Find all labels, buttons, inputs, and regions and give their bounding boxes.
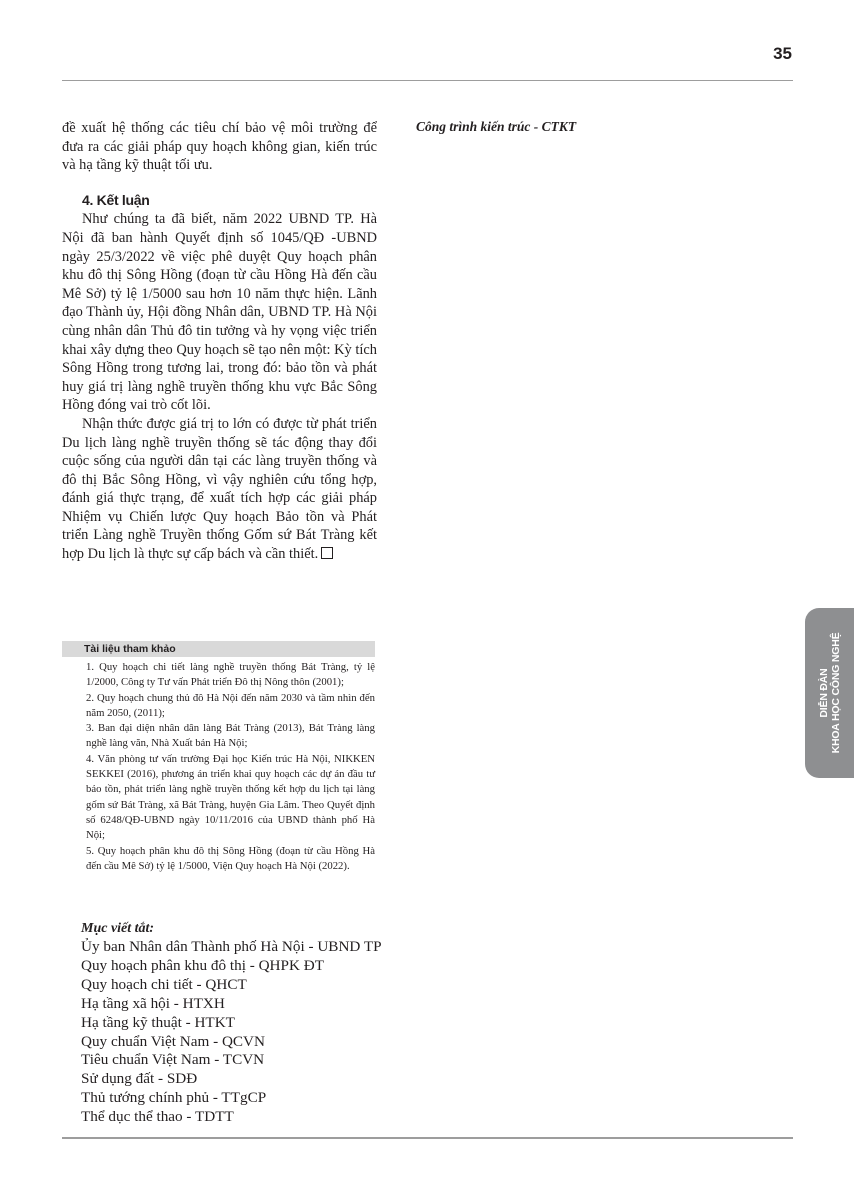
section-heading: 4. Kết luận (82, 191, 150, 208)
abbreviation-item: Hạ tầng xã hội - HTXH (81, 994, 225, 1012)
section-side-tab (805, 608, 854, 778)
abbreviation-item: Thể dục thể thao - TDTT (81, 1108, 234, 1126)
conclusion-paragraph-1: Như chúng ta đã biết, năm 2022 UBND TP. Hà Nội đã ban hành Quyết định số 1045/QĐ -UBND ngày 25/3/2022 về việc phê duyệt Quy hoạch phân khu đô thị Sông Hồng (đoạn từ cầu Hồng Hà đến cầu Mê Sở) tỷ lệ 1/5000 sau hơn 10 năm thực hiện. Lãnh đạo Thành ủy, Hội đồng Nhân dân, UBND TP. Hà Nội cùng nhân dân Thủ đô tin tưởng và hy vọng việc triển khai xây dựng theo Quy hoạch sẽ tạo nên một: Kỳ tích Sông Hồng trong tương lai, trong đó: bảo tồn và phát huy giá trị làng nghề truyền thống khu vực Bắc Sông Hồng đóng vai trò cốt lõi. (62, 211, 377, 414)
abbreviation-item: Quy hoạch phân khu đô thị - QHPK ĐT (81, 956, 324, 974)
conclusion-paragraph-2 (62, 415, 377, 564)
side-tab-label (818, 633, 842, 754)
page-number: 35 (773, 44, 792, 63)
abbreviation-item: Thủ tướng chính phủ - TTgCP (81, 1089, 267, 1107)
abbreviations-section (81, 920, 401, 1127)
abbreviation-item: Hạ tầng kỹ thuật - HTKT (81, 1013, 235, 1031)
abbreviation-item: Sử dụng đất - SDĐ (81, 1070, 198, 1088)
header-rule (62, 80, 793, 81)
reference-item: 5. Quy hoạch phân khu đô thị Sông Hồng (đoạn từ cầu Hồng Hà đến cầu Mê Sở) tỷ lệ 1/5000, Viện Quy hoạch Hà Nội (2022). (86, 844, 375, 872)
side-tab-line-2: KHOA HỌC CÔNG NGHỆ (829, 632, 842, 754)
side-tab-line-1: DIỄN ĐÀN (817, 668, 830, 718)
intro-paragraph: đề xuất hệ thống các tiêu chí bảo vệ môi trường để đưa ra các giải pháp quy hoạch không gian, kiến trúc và hạ tầng kỹ thuật tối ưu. (62, 120, 377, 174)
reference-item: 2. Quy hoạch chung thủ đô Hà Nội đến năm 2030 và tầm nhìn đến năm 2050, (2011); (86, 691, 375, 719)
left-column (62, 119, 377, 564)
references-list (62, 660, 375, 874)
abbreviation-item: Quy hoạch chi tiết - QHCT (81, 975, 247, 993)
abbreviation-item: Tiêu chuẩn Việt Nam - TCVN (81, 1051, 265, 1069)
conclusion-paragraph-2-text: Nhận thức được giá trị to lớn có được từ phát triển Du lịch làng nghề truyền thống sẽ tác động thay đổi cuộc sống của người dân tại các làng truyền thống và đô thị Bắc Sông Hồng, vì vậy nghiên cứu tổng hợp, đánh giá thực trạng, để xuất tích hợp các giải pháp Nhiệm vụ Chiến lược Quy hoạch Bảo tồn và Phát triển Làng nghề Truyền thống Gốm sứ Bát Tràng kết hợp Du lịch là thực sự cấp bách và cần thiết. (62, 415, 377, 563)
end-mark-icon (321, 547, 333, 559)
right-column-abbreviation: Công trình kiến trúc - CTKT (416, 119, 577, 134)
abbreviations-list (81, 938, 401, 1127)
abbreviation-item: Quy chuẩn Việt Nam - QCVN (81, 1032, 265, 1050)
abbreviations-title: Mục viết tắt: (81, 921, 155, 936)
references-section (62, 641, 375, 874)
abbreviation-item: Ủy ban Nhân dân Thành phố Hà Nội - UBND TP (81, 938, 382, 955)
references-title: Tài liệu tham khảo (62, 641, 375, 657)
reference-item: 3. Ban đại diện nhân dân làng Bát Tràng (2013), Bát Tràng làng nghề làng văn, Nhà Xuất bản Hà Nội; (86, 722, 375, 750)
reference-item: 4. Văn phòng tư vấn trường Đại học Kiến trúc Hà Nội, NIKKEN SEKKEI (2016), phương án triển khai quy hoạch các dự án đầu tư bảo tồn, phát triển làng nghề truyền thống kết hợp du lịch tại làng gốm sứ Bát Tràng, xã Bát Tràng, huyện Gia Lâm. Theo Quyết định số 6248/QĐ-UBND ngày 10/11/2016 của UBND thành phố Hà Nội; (86, 752, 375, 842)
footer-rule (62, 1137, 793, 1139)
reference-item: 1. Quy hoạch chi tiết làng nghề truyền thống Bát Tràng, tỷ lệ 1/2000, Công ty Tư vấn Phát triển Đô thị Nông thôn (2001); (86, 661, 375, 689)
